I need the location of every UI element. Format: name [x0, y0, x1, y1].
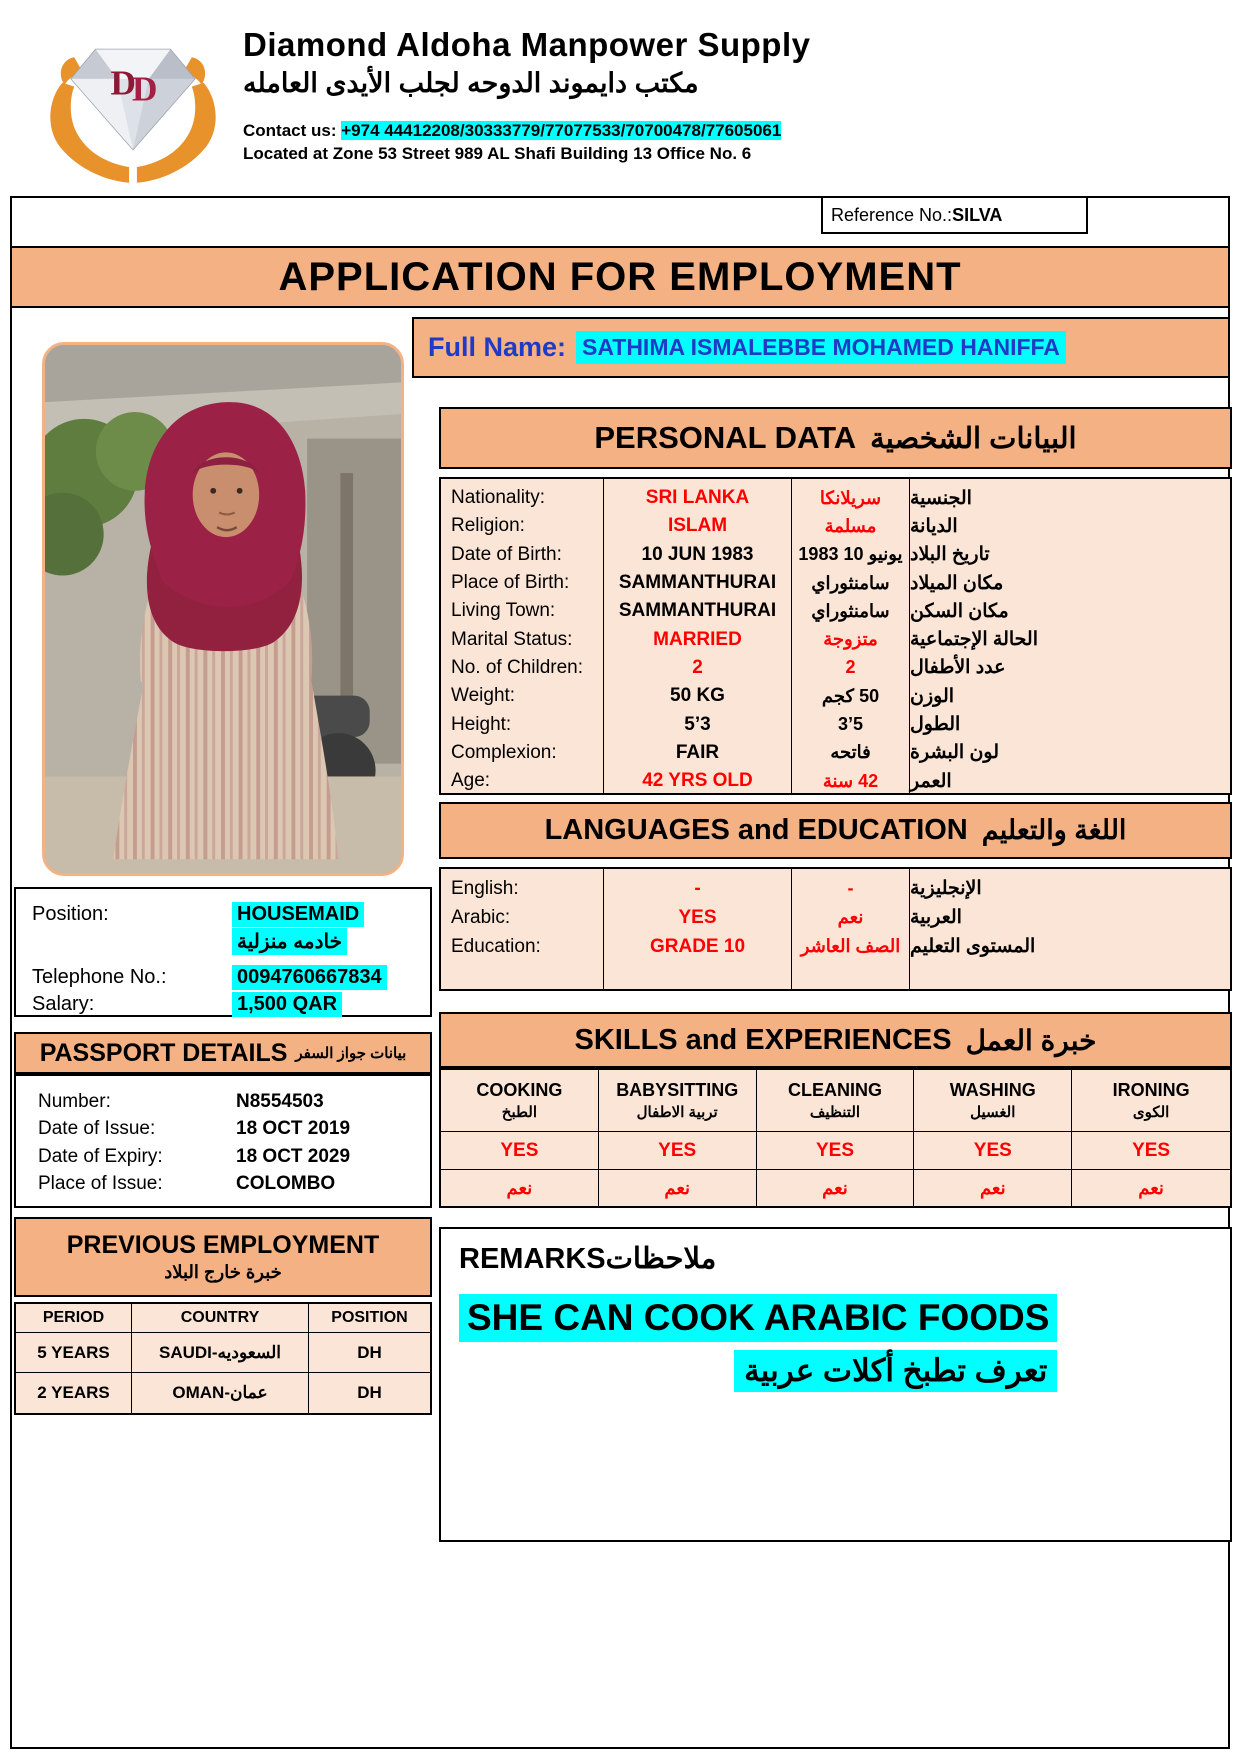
field-value: ISLAM	[667, 515, 728, 537]
field-label-arabic: الديانة	[910, 515, 958, 537]
table-cell-position: DH	[357, 1383, 382, 1402]
passport-title: PASSPORT DETAILS	[39, 1038, 288, 1067]
field-label-arabic: الحالة الإجتماعية	[910, 629, 1038, 651]
previous-employment-title: PREVIOUS EMPLOYMENT	[66, 1231, 380, 1259]
field-value: YES	[678, 906, 717, 928]
reference-label: Reference No.:	[831, 204, 953, 225]
full-name-bar	[412, 317, 1230, 378]
field-value: 42 YRS OLD	[642, 770, 753, 792]
field-value: 50 KG	[670, 685, 725, 707]
field-value-arabic: الصف العاشر	[800, 936, 901, 956]
field-value: SAMMANTHURAI	[618, 572, 777, 594]
field-value: 2	[692, 656, 703, 678]
field-label-arabic: المستوى التعليم	[910, 936, 1036, 957]
personal-values-column	[604, 479, 792, 795]
personal-data-title-arabic: البيانات الشخصية	[870, 422, 1077, 455]
remarks-box	[439, 1227, 1232, 1542]
skill-yes-arabic-cell: نعم	[441, 1170, 599, 1206]
company-logo	[35, 22, 231, 194]
field-label: Marital Status:	[451, 628, 573, 650]
column-header: COUNTRY	[132, 1304, 309, 1333]
remarks-title: REMARKSملاحظات	[459, 1243, 717, 1275]
field-label: Weight:	[451, 685, 516, 707]
field-label: English:	[451, 877, 519, 899]
skill-yes-cell: YES	[441, 1132, 599, 1170]
field-value-arabic: سريلانكا	[819, 487, 882, 508]
remarks-text: SHE CAN COOK ARABIC FOODS	[459, 1294, 1057, 1342]
languages-header	[439, 802, 1232, 859]
field-label-arabic: تاريخ البلاد	[910, 544, 990, 566]
remarks-text-arabic: تعرف تطبخ أكلات عربية	[734, 1350, 1057, 1392]
salary-label: Salary:	[32, 993, 95, 1015]
skill-yes-cell: YES	[757, 1132, 915, 1170]
skill-column-header: CLEANING التنظيف	[757, 1070, 915, 1132]
table-cell-period: 5 YEARS	[16, 1333, 132, 1373]
skill-column-header: BABYSITTING تربية الاطفال	[599, 1070, 757, 1132]
field-label-arabic: مكان السكن	[910, 600, 1009, 622]
personal-data-title: PERSONAL DATA	[594, 420, 857, 455]
languages-table	[439, 867, 1232, 991]
field-value: 5’3	[684, 713, 711, 735]
field-value: N8554503	[236, 1090, 324, 1112]
field-value-arabic: يونيو 10 1983	[798, 544, 903, 565]
personal-labels-column	[441, 479, 604, 795]
skill-column-header: COOKING الطبخ	[441, 1070, 599, 1132]
field-value-arabic: مسلمة	[824, 515, 877, 536]
field-label: Date of Birth:	[451, 543, 562, 565]
field-label: Date of Issue:	[38, 1118, 156, 1140]
skill-yes-arabic-cell: نعم	[1138, 1177, 1164, 1198]
skill-yes-arabic-cell: نعم	[914, 1170, 1072, 1206]
field-label-arabic: الطول	[910, 714, 961, 736]
skills-table	[439, 1068, 1232, 1208]
previous-employment-header	[14, 1217, 432, 1297]
field-value-arabic: سامنثوراي	[811, 600, 890, 621]
company-name: Diamond Aldoha Manpower Supply	[243, 26, 811, 63]
field-label: Height:	[451, 713, 512, 735]
field-value-arabic: -	[847, 878, 854, 898]
skills-title: SKILLS and EXPERIENCES	[574, 1023, 952, 1056]
field-value: 10 JUN 1983	[641, 543, 754, 565]
skill-yes-arabic-cell: نعم	[599, 1170, 757, 1206]
full-name-value: SATHIMA ISMALEBBE MOHAMED HANIFFA	[576, 331, 1066, 364]
form-title: APPLICATION FOR EMPLOYMENT	[10, 246, 1230, 308]
contact-numbers: +974 44412208/30333779/77077533/70700478/77605061	[341, 121, 782, 140]
skill-yes-cell: YES	[599, 1132, 757, 1170]
languages-values-arabic-column	[792, 869, 910, 989]
field-label: Living Town:	[451, 600, 556, 622]
diamond-hands-logo-icon	[35, 22, 231, 194]
skill-column-header: WASHING الغسيل	[914, 1070, 1072, 1132]
address-line: Located at Zone 53 Street 989 AL Shafi Building 13 Office No. 6	[243, 144, 752, 163]
skills-header	[439, 1012, 1232, 1068]
field-value: FAIR	[675, 741, 720, 763]
full-name-label: Full Name:	[428, 332, 567, 362]
company-name-arabic: مكتب دايموند الدوحه لجلب الأيدى العامله	[243, 68, 699, 98]
personal-data-table	[439, 477, 1232, 795]
languages-labels-arabic-column	[910, 869, 1230, 989]
field-value-arabic: سامنثوراي	[811, 572, 890, 593]
reference-value: SILVA	[952, 204, 1003, 225]
field-label-arabic: الإنجليزية	[910, 878, 982, 899]
personal-labels-arabic-column	[910, 479, 1230, 795]
field-label: Education:	[451, 935, 541, 957]
languages-labels-column	[441, 869, 604, 989]
table-cell-period: 2 YEARS	[16, 1373, 132, 1413]
field-value-arabic: نعم	[837, 907, 864, 927]
field-label-arabic: العربية	[910, 907, 962, 928]
skill-column-header: IRONING الكوى	[1072, 1070, 1230, 1132]
svg-text:D: D	[110, 63, 136, 103]
field-label-arabic: الجنسية	[910, 487, 972, 509]
field-value: COLOMBO	[236, 1173, 336, 1195]
personal-values-arabic-column	[792, 479, 910, 795]
field-label-arabic: العمر	[910, 770, 952, 792]
position-value-arabic: خادمه منزلية	[232, 928, 347, 955]
applicant-photo	[42, 342, 404, 876]
field-label: Nationality:	[451, 487, 545, 509]
reference-number-box	[821, 196, 1088, 234]
telephone-value: 0094760667834	[232, 965, 387, 990]
field-value-arabic: فاتحه	[830, 742, 871, 763]
previous-employment-title-arabic: خبرة خارج البلاد	[164, 1262, 282, 1282]
field-value: 18 OCT 2029	[236, 1145, 351, 1167]
field-label: Age:	[451, 770, 491, 792]
table-cell-country: SAUDI-السعوديه	[132, 1333, 309, 1373]
field-label: Number:	[38, 1090, 111, 1112]
field-label: Place of Issue:	[38, 1173, 163, 1195]
field-value: 18 OCT 2019	[236, 1118, 351, 1140]
languages-title: LANGUAGES and EDUCATION	[544, 814, 968, 846]
skill-yes-cell: YES	[914, 1132, 1072, 1170]
field-label-arabic: لون البشرة	[910, 742, 1000, 764]
remarks-body	[459, 1294, 1057, 1392]
column-header: POSITION	[309, 1304, 430, 1333]
form-frame	[10, 196, 1230, 1749]
field-label: Religion:	[451, 515, 525, 537]
field-value: SRI LANKA	[645, 487, 750, 509]
field-label-arabic: الوزن	[910, 685, 955, 707]
field-value: SAMMANTHURAI	[618, 600, 777, 622]
company-header	[243, 26, 1103, 164]
table-cell-country: OMAN-عمان	[132, 1373, 309, 1413]
skill-yes-arabic-cell: نعم	[757, 1170, 915, 1206]
table-cell-position: DH	[309, 1333, 430, 1373]
languages-title-arabic: اللغة والتعليم	[981, 815, 1127, 845]
field-value-arabic: متزوجة	[823, 629, 878, 650]
field-value-arabic: 2	[845, 657, 856, 678]
position-value: HOUSEMAID	[232, 902, 364, 927]
telephone-label: Telephone No.:	[32, 966, 167, 988]
contact-label: Contact us:	[243, 121, 337, 140]
field-value-arabic: 42 سنة	[822, 770, 879, 791]
field-label-arabic: مكان الميلاد	[910, 572, 1004, 594]
position-label: Position:	[32, 903, 109, 925]
skills-title-arabic: خبرة العمل	[965, 1024, 1097, 1056]
previous-employment-table	[14, 1302, 432, 1415]
field-value: MARRIED	[653, 628, 742, 650]
field-label: Complexion:	[451, 741, 557, 763]
field-value-arabic: 5’3	[837, 714, 864, 735]
field-label-arabic: عدد الأطفال	[910, 657, 1006, 679]
languages-values-column	[604, 869, 792, 989]
column-header: PERIOD	[16, 1304, 132, 1333]
field-label: Place of Birth:	[451, 572, 570, 594]
passport-details-box	[14, 1074, 432, 1208]
field-label: No. of Children:	[451, 656, 584, 678]
passport-header	[14, 1032, 432, 1074]
contact-line	[243, 121, 1103, 141]
position-box	[14, 887, 432, 1017]
skill-yes-cell: YES	[1072, 1132, 1230, 1170]
field-value: GRADE 10	[649, 935, 746, 957]
salary-value: 1,500 QAR	[232, 992, 342, 1017]
passport-title-arabic: بيانات جواز السفر	[295, 1045, 407, 1062]
svg-text:D: D	[132, 69, 158, 109]
field-value: -	[694, 877, 701, 899]
field-label: Arabic:	[451, 906, 511, 928]
applicant-photo-image	[45, 345, 401, 873]
field-label: Date of Expiry:	[38, 1145, 163, 1167]
field-value-arabic: 50 كجم	[821, 685, 880, 706]
personal-data-header	[439, 407, 1232, 469]
